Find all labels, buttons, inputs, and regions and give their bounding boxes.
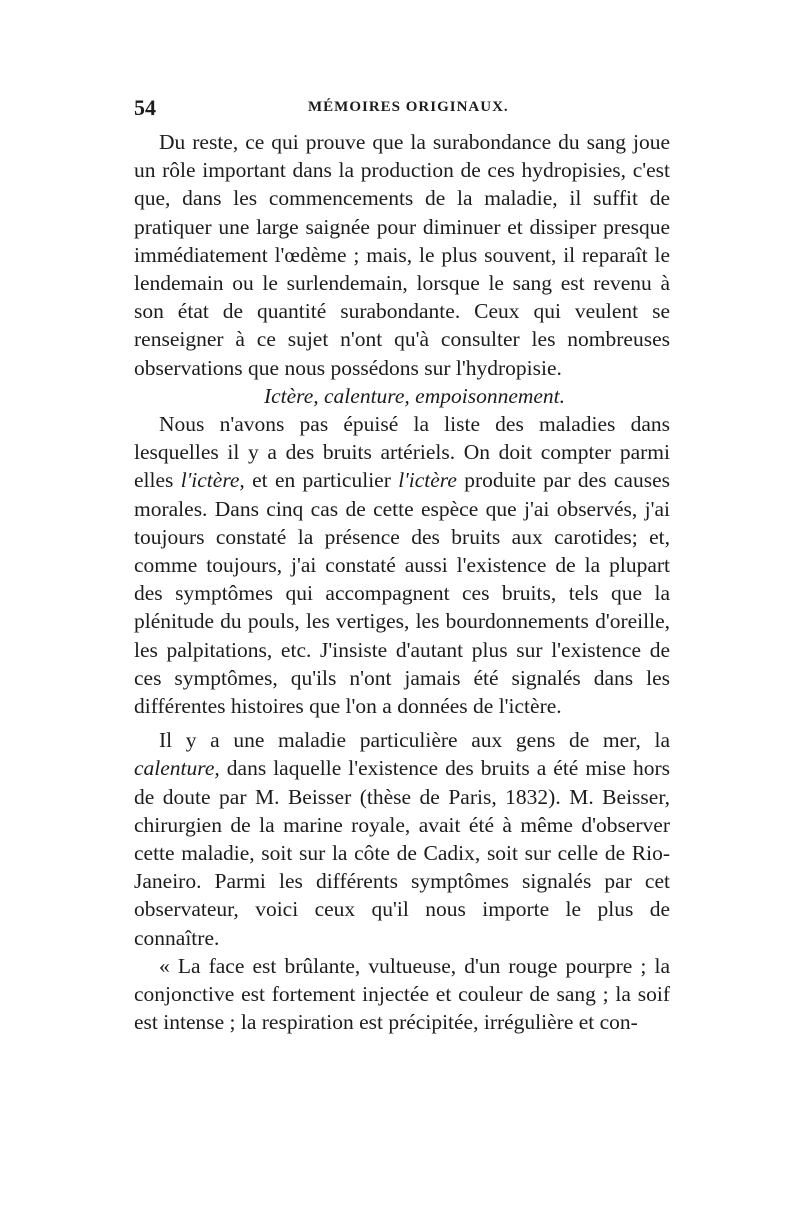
paragraph-hydropisie: Du reste, ce qui prouve que la surabondance du sang joue un rôle important dans la production de ces hydropisies, c'est que, dans les commencements de la maladie, il suffit de pratiquer une large saignée pour diminuer et dissiper presque immédiatement l'œdème ; mais, le plus souvent, il reparaît le lendemain ou le surlendemain, lorsque le sang est revenu à son état de quantité surabondante. Ceux qui veulent se renseigner à ce sujet n'ont qu'à consulter les nombreuses observations que nous possédons sur l'hydropisie. xyxy=(134,130,670,380)
paragraph-ictere-text-2: et en particulier xyxy=(244,468,399,493)
body-text xyxy=(134,128,670,1037)
paragraph-ictere-text-1: Nous n'avons pas épuisé la liste des maladies dans lesquelles il y a des bruits artériels. On doit compter parmi elles xyxy=(134,412,670,493)
paragraph-ictere-text-3: produite par des causes morales. Dans cinq cas de cette espèce que j'ai observés, j'ai toujours constaté la présence des bruits aux carotides; et, comme toujours, j'ai constaté aussi l'existence de la plupart des symptômes qui accompagnent ces bruits, tels que la plénitude du pouls, les vertiges, les bourdonnements d'oreille, les palpitations, etc. J'insiste d'autant plus sur l'existence de ces symptômes, qu'ils n'ont jamais été signalés dans les différentes histoires que l'on a données de l'ictère. xyxy=(134,468,671,719)
page-header xyxy=(134,95,670,125)
paragraph-ictere-em-1: l'ictère, xyxy=(180,468,245,493)
paragraph-quote: « La face est brûlante, vultueuse, d'un rouge pourpre ; la conjonctive est fortement injectée et couleur de sang ; la soif est intense ; la respiration est précipitée, irrégulière et con- xyxy=(134,953,670,1035)
paragraph-calenture-em-1: calenture, xyxy=(134,756,220,781)
paragraph-calenture xyxy=(134,726,670,952)
paragraph-ictere xyxy=(134,410,670,720)
paragraph-calenture-text-1: Il y a une maladie particulière aux gens de mer, la xyxy=(159,728,670,753)
running-title: MÉMOIRES ORIGINAUX. xyxy=(308,99,509,115)
page-number: 54 xyxy=(134,95,156,120)
section-title: Ictère, calenture, empoisonnement. xyxy=(263,383,566,408)
paragraph-calenture-text-2: dans laquelle l'existence des bruits a été mise hors de doute par M. Beisser (thèse de Paris, 1832). M. Beisser, chirurgien de la marine royale, avait été à même d'observer cette maladie, soit sur la côte de Cadix, soit sur celle de Rio-Janeiro. Parmi les différents symptômes signalés par cet observateur, voici ceux qu'il nous importe le plus de connaître. xyxy=(134,756,670,950)
paragraph-ictere-em-2: l'ictère xyxy=(398,468,457,493)
